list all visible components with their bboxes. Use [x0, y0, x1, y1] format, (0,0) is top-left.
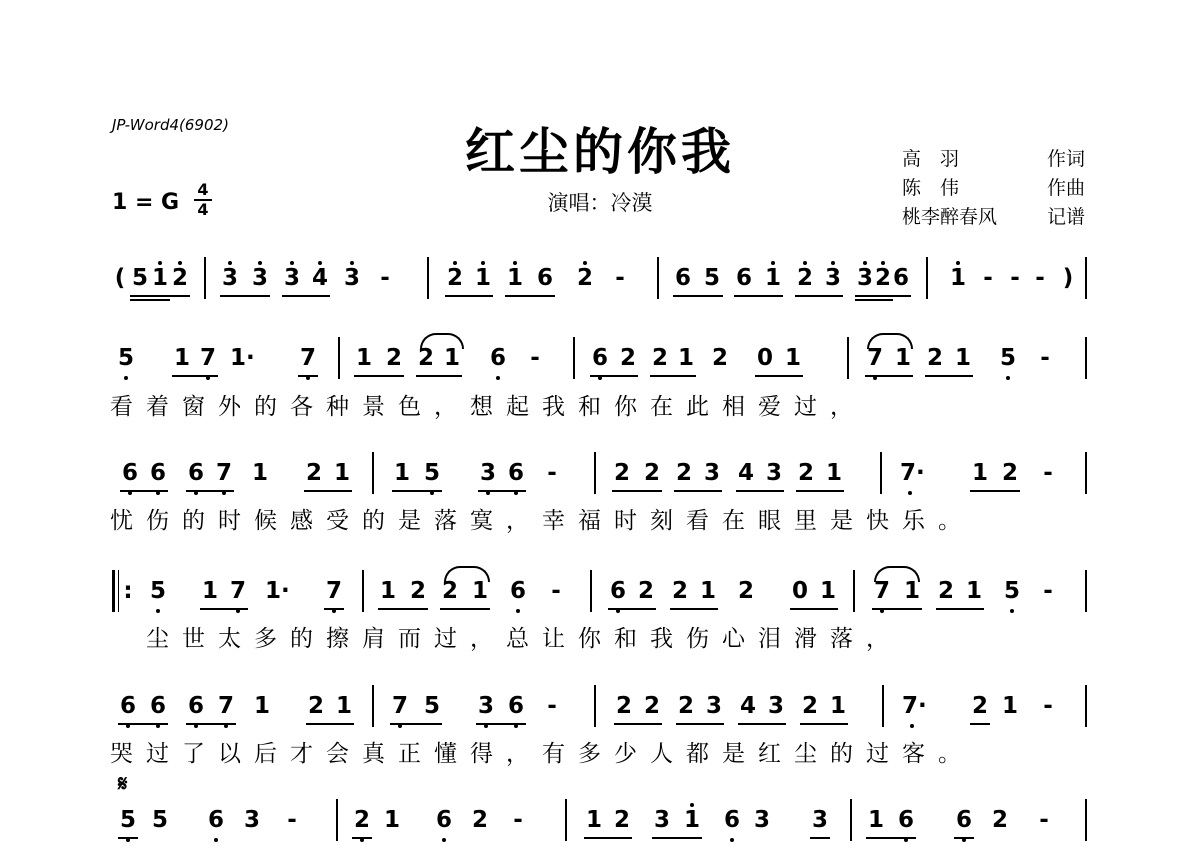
- lyrics-row-2: 忧伤的时候感受的是落寞，幸福时刻看在眼里是快乐。: [110, 508, 974, 534]
- credits: [902, 145, 1085, 232]
- credit-transcriber: 桃李醉春风 记谱: [902, 206, 1085, 228]
- singer-line: 演唱：冷漠: [547, 191, 653, 215]
- credit-composer: 陈 伟 作曲: [902, 177, 1085, 199]
- staff-row-4: 6 6 6 7 1 2 1 7 5 3 6 - 2 2 2 3 4 3 2 1 7· 2 1 -: [110, 693, 1090, 727]
- staff-row-3: : 5 1 7 1· 7 1 2 2 1 6 - 6 2 2 1 2 0 1 7 1 2 1 5 -: [110, 578, 1090, 612]
- time-signature-top: 4: [197, 180, 209, 199]
- key-signature: 1 = G: [112, 190, 180, 215]
- intro-staff: ( 5 1 2 3 3 3 4 3 - 2 1 1 6 2 - 6 5 6 1 2 3 3 2 6 1 - - - ): [110, 265, 1090, 299]
- staff-row-1: 5 1 7 1· 7 1 2 2 1 6 - 6 2 2 1 2 0 1 7 1 2 1 5 -: [110, 345, 1090, 379]
- time-signature-bottom: 4: [197, 200, 209, 219]
- lyrics-row-1: 看着窗外的各种景色，想起我和你在此相爱过，: [110, 394, 866, 420]
- credit-lyricist: 高 羽 作词: [902, 148, 1085, 170]
- staff-row-5: 5 5 6 3 - 2 1 6 2 - 1 2 3 1 6 3 3 1 6 6 2 -: [110, 807, 1090, 841]
- staff-row-2: 6 6 6 7 1 2 1 1 5 3 6 - 2 2 2 3 4 3 2 1 7· 1 2 -: [110, 460, 1090, 494]
- lyrics-row-4: 哭过了以后才会真正懂得，有多少人都是红尘的过客。: [110, 741, 974, 767]
- time-signature: [194, 182, 212, 218]
- page-title: 红尘的你我: [465, 122, 735, 181]
- lyrics-row-3: 尘世太多的擦肩而过，总让你和我伤心泪滑落，: [146, 626, 902, 652]
- source-tag: JP-Word4(6902): [112, 116, 229, 134]
- segno-icon: 𝄋: [118, 772, 128, 797]
